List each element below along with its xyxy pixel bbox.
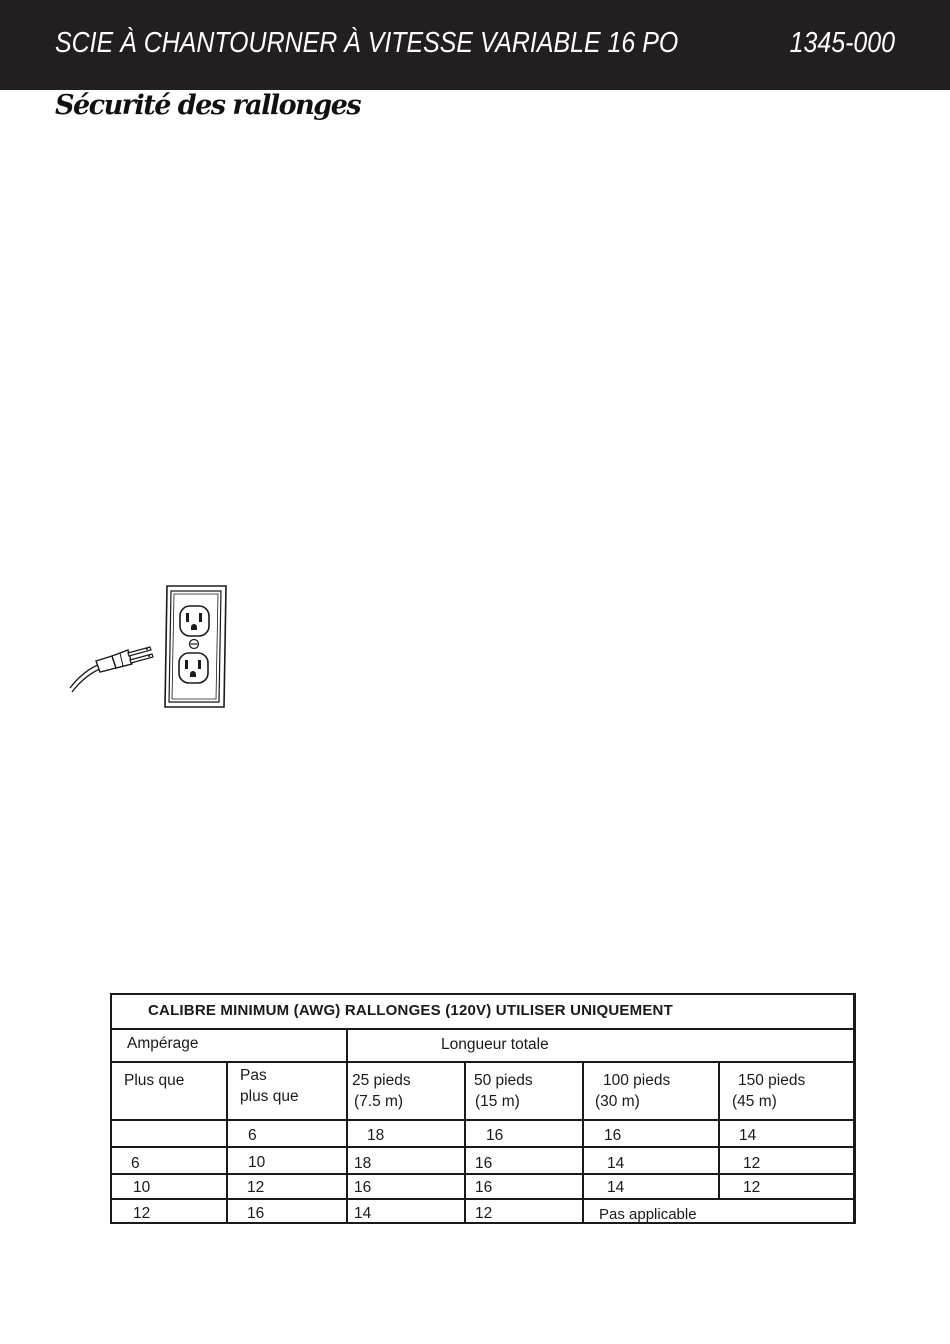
table-cell: 14 — [354, 1205, 372, 1222]
col-not-more-than-line1: Pas — [240, 1067, 267, 1084]
header-title: SCIE À CHANTOURNER À VITESSE VARIABLE 16 PO — [55, 27, 679, 59]
col-length-100-metric: (30 m) — [595, 1093, 640, 1110]
not-applicable-cell: Pas applicable — [599, 1206, 697, 1223]
plug-and-outlet-icon — [60, 580, 250, 715]
table-cell: 12 — [247, 1179, 265, 1196]
total-length-header: Longueur totale — [441, 1036, 549, 1053]
table-cell: 12 — [475, 1205, 493, 1222]
table-cell: 16 — [486, 1127, 504, 1144]
table-cell: 16 — [247, 1205, 265, 1222]
table-cell: 6 — [131, 1155, 140, 1172]
table-cell: 10 — [248, 1154, 266, 1171]
table-cell: 14 — [739, 1127, 757, 1144]
table-cell: 12 — [743, 1155, 761, 1172]
col-length-25-metric: (7.5 m) — [354, 1093, 404, 1110]
model-number: 1345-000 — [789, 27, 895, 59]
col-more-than: Plus que — [124, 1072, 185, 1089]
section-title: Sécurité des rallonges — [55, 90, 361, 121]
table-cell: 16 — [475, 1179, 493, 1196]
table-title: CALIBRE MINIMUM (AWG) RALLONGES (120V) UTILISER UNIQUEMENT — [148, 1002, 673, 1019]
col-length-50: 50 pieds — [474, 1072, 533, 1089]
col-length-100: 100 pieds — [603, 1072, 671, 1089]
table-cell: 14 — [607, 1155, 625, 1172]
table-cell: 16 — [354, 1179, 372, 1196]
col-not-more-than-line2: plus que — [240, 1088, 299, 1105]
col-length-150: 150 pieds — [738, 1072, 806, 1089]
table-cell: 16 — [475, 1155, 493, 1172]
amperage-header: Ampérage — [127, 1035, 199, 1052]
extension-cord-gauge-table — [110, 993, 856, 1225]
table-cell: 12 — [743, 1179, 761, 1196]
table-cell: 10 — [133, 1179, 151, 1196]
table-cell: 6 — [248, 1127, 257, 1144]
table-cell: 18 — [367, 1127, 385, 1144]
col-length-150-metric: (45 m) — [732, 1093, 777, 1110]
col-length-50-metric: (15 m) — [475, 1093, 520, 1110]
table-cell: 14 — [607, 1179, 625, 1196]
table-cell: 18 — [354, 1155, 372, 1172]
table-cell: 16 — [604, 1127, 622, 1144]
page-header — [0, 0, 950, 90]
table-cell: 12 — [133, 1205, 151, 1222]
col-length-25: 25 pieds — [352, 1072, 411, 1089]
